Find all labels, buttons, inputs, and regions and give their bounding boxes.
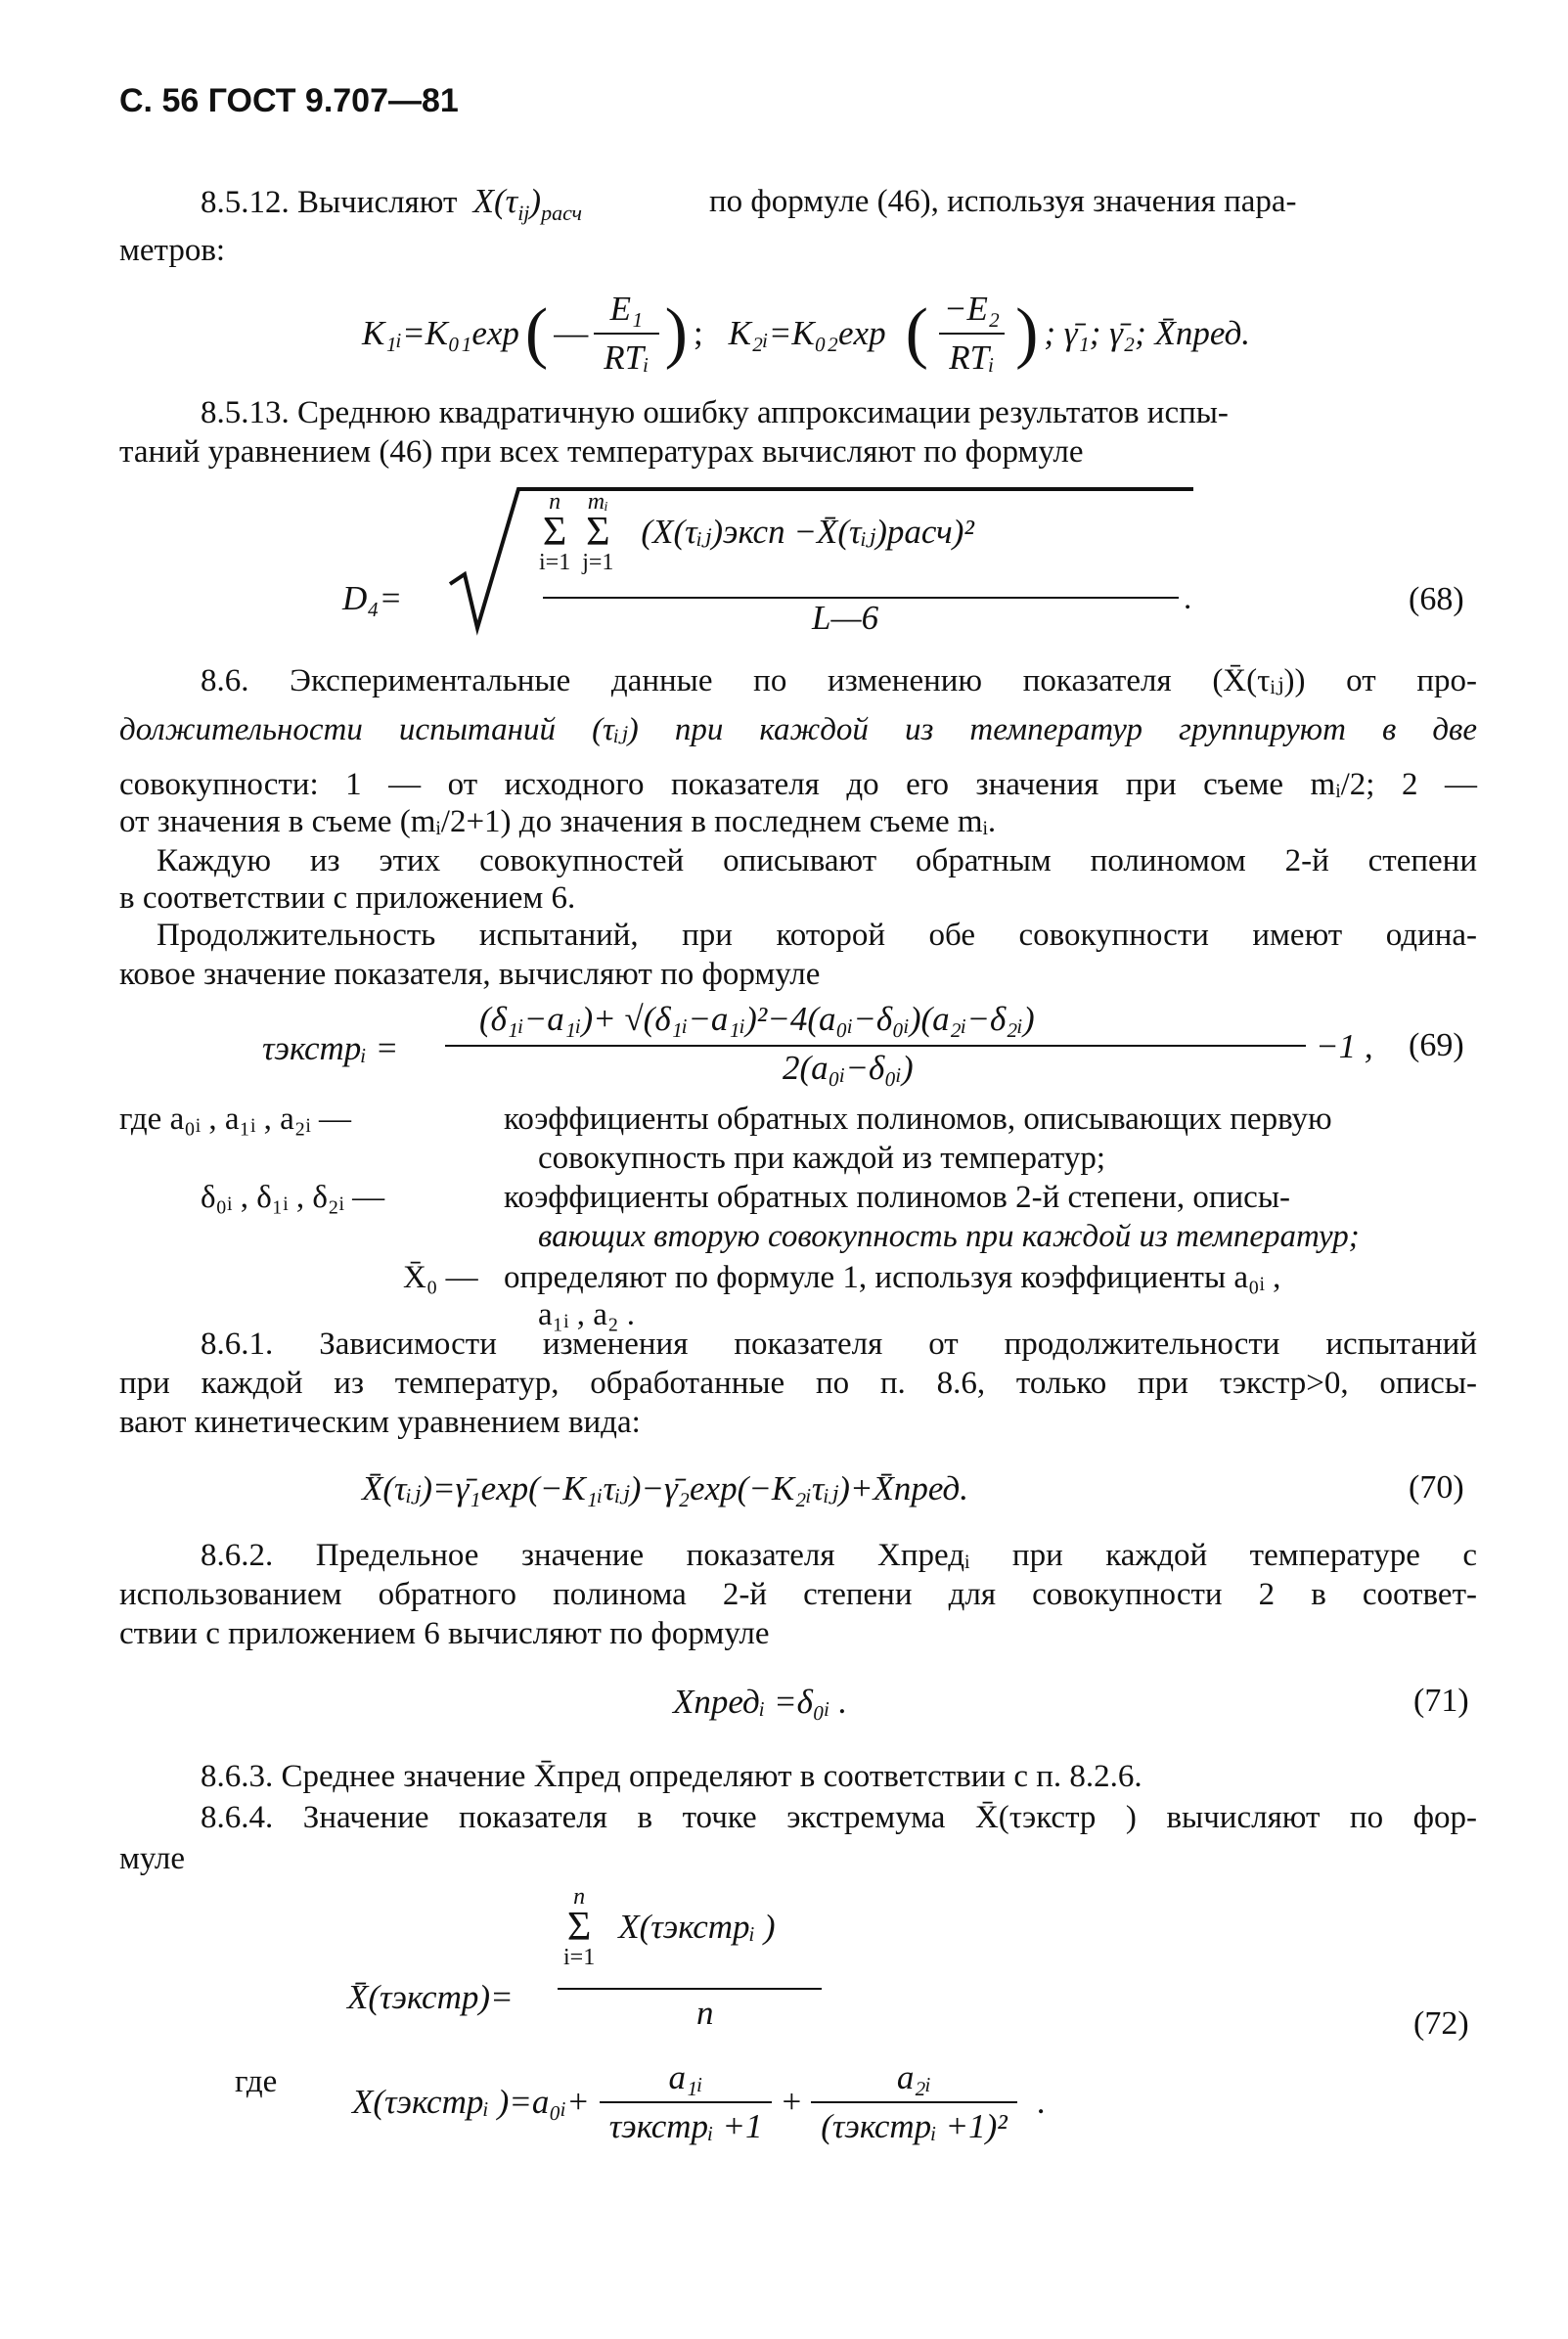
f71-equation: Xпредᵢ =δ₀ᵢ . <box>673 1683 848 1721</box>
e2-frac: $\frac{\text{−E₂}}{\text{RTᵢ}}$ <box>934 290 1009 378</box>
f69-tail: −1 , <box>1316 1027 1373 1065</box>
s8513-line1: 8.5.13. Среднюю квадратичную ошибку аппроксимации результатов испы- <box>201 395 1229 430</box>
where-a-label: где a₀ᵢ , a₁ᵢ , a₂ᵢ — <box>119 1102 351 1137</box>
sum-j: mᵢ Σ j=1 <box>582 489 614 575</box>
f69-denominator: 2(a₀ᵢ−δ₀ᵢ) <box>783 1049 914 1087</box>
s86-line1: 8.6. Экспериментальные данные по изменению показателя (X̄(τᵢⱼ)) от про- <box>201 663 1477 698</box>
s86-p2-line2: в соответствии с приложением 6. <box>119 880 576 916</box>
params-formula: K₁ᵢ=K₀₁exp ( — $\frac{\text{E₁}}{\text{RTᵢ}}$ ) ; K₂ᵢ=K₀₂exp ( $\frac{\text{−E₂}}{\text{RTᵢ}}$ ) ; γ̄₁; γ̄₂; X̄пред. <box>362 290 1251 377</box>
s86-p3-line2: ковое значение показателя, вычисляют по формуле <box>119 957 821 992</box>
s86-p3-line1: Продолжительность испытаний, при которой обе совокупности имеют одина- <box>157 918 1477 953</box>
document-page: С. 56 ГОСТ 9.707—81 8.5.12. Вычисляют $X(\tau_{ij})_{расч}$ по формуле (46), используя значения пара- метров: K₁ᵢ=K₀₁exp ( — $\frac{\text{E₁}}{\text{RTᵢ}}$ ) ; K₂ᵢ=K₀₂exp ( $\frac{\text{−E₂}}{\text{RTᵢ}}$ ) ; γ̄₁; γ̄₂; X̄пред. 8.5.13. Среднюю квадратичную ошибку аппроксимации результатов испы- таний уравнением (46) при всех температурах вычисляют по формуле D₄= n Σ i=1 mᵢ Σ j=1 (X(τᵢⱼ)эксп −X̄(τᵢⱼ)расч)² L—6 . (68) 8.6. Экспериментальные данные по изменению показателя (X̄(τᵢⱼ)) от про- должительности испытаний (τᵢⱼ) при каждой из температур группируют в две совокупности: 1 — от исходного показателя до его значения при съеме mᵢ/2; 2 — от значения в съеме (mᵢ/2+1) до значения в последнем съеме mᵢ. Каждую из этих совокупностей описывают обратным полиномом 2-й степени в соответствии с приложением 6. Продолжительность испытаний, при которой обе совокупности имеют одина- ковое значение показателя, вычисляют по формуле τэкстрᵢ = (δ₁ᵢ−a₁ᵢ)+ √(δ₁ᵢ−a₁ᵢ)²−4(a₀ᵢ−δ₀ᵢ)(a₂ᵢ−δ₂ᵢ) 2(a₀ᵢ−δ₀ᵢ) −1 , (69) где a₀ᵢ , a₁ᵢ , a₂ᵢ — коэффициенты обратных полиномов, описывающих первую совокупность при каждой из температур; δ₀ᵢ , δ₁ᵢ , δ₂ᵢ — коэффициенты обратных полиномов 2-й степени, описы- вающих вторую совокупность при каждой из температур; X̄₀ — определяют по формуле 1, используя коэффициенты a₀ᵢ , a₁ᵢ , a₂ . 8.6.1. Зависимости изменения показателя от продолжительности испытаний при каждой из температур, обработанные по п. 8.6, только при τэкстр>0, описы- вают кинетическим уравнением вида: X̄(τᵢⱼ)=γ̄₁exp(−K₁ᵢτᵢⱼ)−γ̄₂exp(−K₂ᵢτᵢⱼ)+X̄пред. (70) 8.6.2. Предельное значение показателя Xпредᵢ при каждой температуре с использованием обратного полинома 2-й степени для совокупности 2 в соответ- ствии с приложением 6 вычисляют по формуле Xпредᵢ =δ₀ᵢ . (71) 8.6.3. Среднее значение X̄пред определяют в соответствии с п. 8.2.6. 8.6.4. Значение показателя в точке экстремума X̄(τэкстр ) вычисляют по фор- муле n Σ i=1 X(τэкстрᵢ ) X̄(τэкстр)= n (72) где X(τэкстрᵢ )=a₀ᵢ+ $\frac{\text{a₁ᵢ}}{\text{τэкстрᵢ +1}}$ + $\frac{\text{a₂ᵢ}}{\text{(τэкстрᵢ +1)²}}$ . <box>119 82 1477 2145</box>
f69-fraction-line <box>445 1045 1306 1047</box>
f72-numerator: n Σ i=1 X(τэкстрᵢ ) <box>563 1884 776 1970</box>
where-a-text1: коэффициенты обратных полиномов, описывающих первую <box>504 1102 1332 1137</box>
f72-fraction-line <box>558 1988 822 1990</box>
f70-equation: X̄(τᵢⱼ)=γ̄₁exp(−K₁ᵢτᵢⱼ)−γ̄₂exp(−K₂ᵢτᵢⱼ)+X̄пред. <box>362 1469 968 1507</box>
eqno-68: (68) <box>1409 581 1464 617</box>
s861-line1: 8.6.1. Зависимости изменения показателя от продолжительности испытаний <box>201 1327 1477 1362</box>
s862-line3: ствии с приложением 6 вычисляют по формуле <box>119 1616 770 1651</box>
where-d-label: δ₀ᵢ , δ₁ᵢ , δ₂ᵢ — <box>201 1180 385 1215</box>
f72-frac1: $\frac{\text{a₁ᵢ}}{\text{τэкстрᵢ +1}}$ <box>600 2058 773 2146</box>
s862-line2: использованием обратного полинома 2-й степени для совокупности 2 в соответ- <box>119 1577 1477 1612</box>
where-d-text2: вающих вторую совокупность при каждой из температур; <box>538 1219 1360 1254</box>
where-a-text2: совокупность при каждой из температур; <box>538 1141 1105 1176</box>
k2-expr: K₂ᵢ=K₀₂exp <box>728 314 886 352</box>
f72-lhs: X̄(τэкстр)= <box>347 1978 514 2016</box>
f72-where: где <box>235 2064 278 2099</box>
s86-line2: должительности испытаний (τᵢⱼ) при каждой из температур группируют в две <box>119 712 1477 747</box>
f72-denominator: n <box>696 1994 714 2032</box>
where-x0-text1: определяют по формуле 1, используя коэффициенты a₀ᵢ , <box>504 1260 1281 1295</box>
d4-numerator <box>533 491 974 573</box>
s862-line1: 8.6.2. Предельное значение показателя Xпредᵢ при каждой температуре с <box>201 1538 1477 1573</box>
page-header: С. 56 ГОСТ 9.707—81 <box>119 82 459 119</box>
eqno-72: (72) <box>1413 2005 1469 2042</box>
s8512-line2: метров: <box>119 233 226 268</box>
sum-i: n Σ i=1 <box>539 489 571 575</box>
d4-denominator: L—6 <box>812 599 879 637</box>
tau-extr-lhs: τэкстрᵢ = <box>262 1029 399 1067</box>
d4-lhs: D₄= <box>342 579 403 617</box>
where-x0-label: X̄₀ — <box>403 1260 478 1295</box>
k1-expr: K₁ᵢ=K₀₁exp <box>362 314 519 352</box>
f72-frac2: $\frac{\text{a₂ᵢ}}{\text{(τэкстрᵢ +1)²}}$ <box>811 2058 1017 2146</box>
e1-frac: $\frac{\text{E₁}}{\text{RTᵢ}}$ <box>594 290 658 378</box>
f69-numerator: (δ₁ᵢ−a₁ᵢ)+ √(δ₁ᵢ−a₁ᵢ)²−4(a₀ᵢ−δ₀ᵢ)(a₂ᵢ−δ₂ᵢ) <box>479 1000 1035 1038</box>
f72-where-expr: X(τэкстрᵢ )=a₀ᵢ+ $\frac{\text{a₁ᵢ}}{\text{τэкстрᵢ +1}}$ + $\frac{\text{a₂ᵢ}}{\text{(τэкстрᵢ +1)²}}$ . <box>352 2058 1046 2145</box>
d4-term: (X(τᵢⱼ)эксп −X̄(τᵢⱼ)расч)² <box>641 513 974 551</box>
where-d-text1: коэффициенты обратных полиномов 2-й степени, описы- <box>504 1180 1290 1215</box>
params-tail: ; γ̄₁; γ̄₂; X̄пред. <box>1044 314 1251 352</box>
s8512-right: по формуле (46), используя значения пара- <box>709 184 1297 219</box>
s86-line4: от значения в съеме (mᵢ/2+1) до значения в последнем съеме mᵢ. <box>119 804 997 839</box>
s8513-line2: таний уравнением (46) при всех температурах вычисляют по формуле <box>119 434 1084 470</box>
section-8512-line1 <box>201 182 582 233</box>
sum-72: n Σ i=1 <box>563 1884 596 1970</box>
s8512-left: 8.5.12. Вычисляют <box>201 185 458 220</box>
s861-line2: при каждой из температур, обработанные по п. 8.6, только при τэкстр>0, описы- <box>119 1366 1477 1401</box>
s864-line1: 8.6.4. Значение показателя в точке экстремума X̄(τэкстр ) вычисляют по фор- <box>201 1800 1477 1835</box>
s861-line3: вают кинетическим уравнением вида: <box>119 1405 641 1440</box>
s8512-symbol: $X(\tau_{ij})_{расч}$ <box>472 182 583 225</box>
eqno-70: (70) <box>1409 1469 1464 1506</box>
s864-line2: муле <box>119 1841 186 1876</box>
eqno-69: (69) <box>1409 1027 1464 1063</box>
s86-line3: совокупности: 1 — от исходного показателя до его значения при съеме mᵢ/2; 2 — <box>119 767 1477 802</box>
s86-p2-line1: Каждую из этих совокупностей описывают обратным полиномом 2-й степени <box>157 843 1477 878</box>
where-x0-text2: a₁ᵢ , a₂ . <box>538 1297 635 1332</box>
s863-line1: 8.6.3. Среднее значение X̄пред определяют в соответствии с п. 8.2.6. <box>201 1759 1142 1794</box>
eqno-71: (71) <box>1413 1683 1469 1719</box>
